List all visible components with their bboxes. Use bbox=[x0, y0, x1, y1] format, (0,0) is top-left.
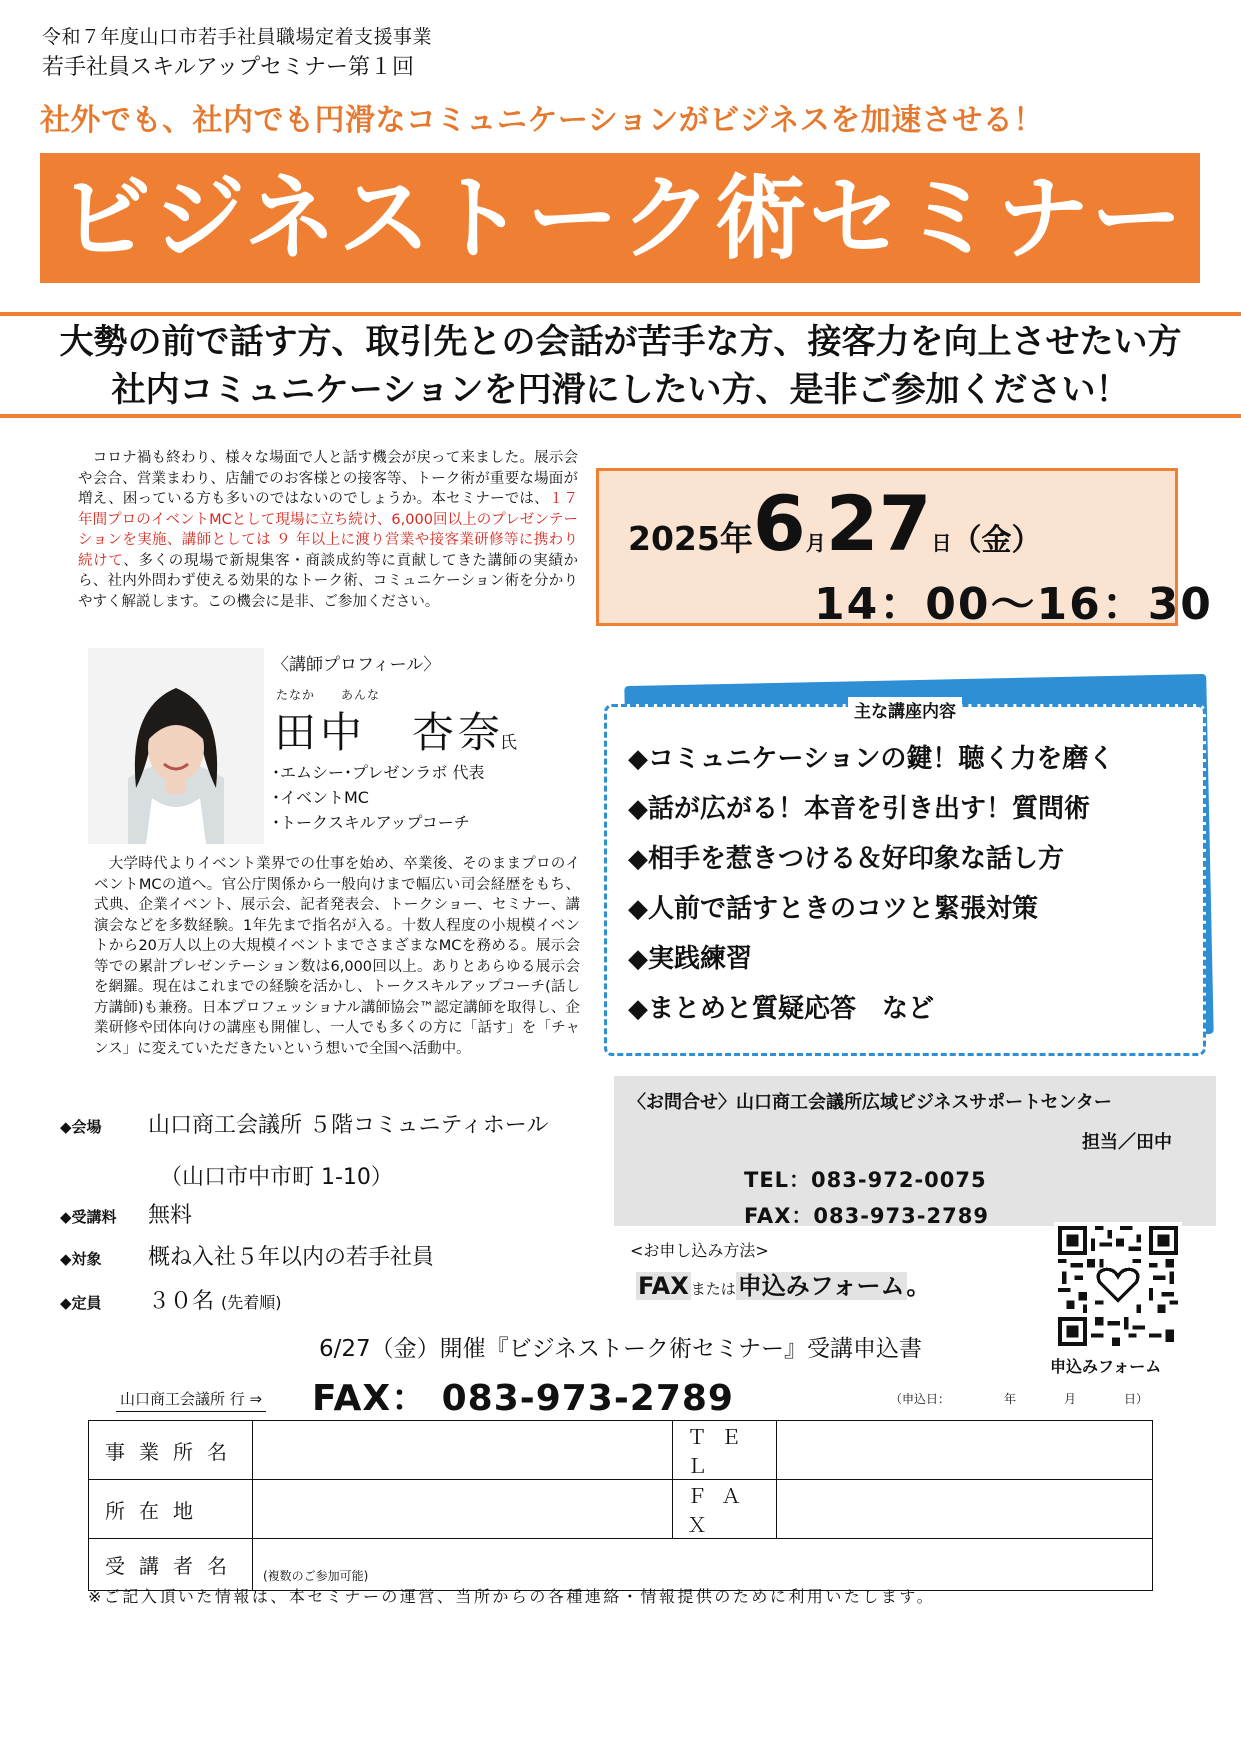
date-day-unit: 日 bbox=[931, 531, 952, 555]
speaker-photo bbox=[88, 648, 264, 844]
attendee-label: 受講者名 bbox=[89, 1539, 253, 1591]
speaker-bio: 大学時代よりイベント業界での仕事を始め、卒業後、そのままプロのイベントMCの道へ。官公庁関係から一般向けまで幅広い司会経歴をもち、式典、企業イベント、展示会、記者発表会、トークショー、セミナー、講演会などを多数経験。1年先まで指名が入る。十数人程度の小規模イベントから20万人以上の大規模イベントまでさまざまなMCを務める。展示会等での累計プレゼンテーション数は6,000回以上。ありとあらゆる展示会を網羅。現在はこれまでの経験を活かし、トークスキルアップコーチ(話し方講師)も兼務。日本プロフェッショナル講師協会™認定講師を取得し、企業研修や団体向けの講座も開催し、一人でも多くの方に「話す」を「チャンス」に変えていただきたいという想いで全国へ活動中。 bbox=[94, 856, 580, 1057]
tel-field[interactable] bbox=[777, 1421, 1153, 1480]
date-day: 27 bbox=[825, 479, 932, 568]
program-name: 令和７年度山口市若手社員職場定着支援事業 bbox=[42, 26, 433, 48]
speaker-role: ･エムシー･プレゼンラボ 代表 bbox=[272, 763, 485, 782]
target-row bbox=[60, 1240, 434, 1271]
speaker-honorific: 氏 bbox=[500, 733, 517, 753]
intro-text bbox=[78, 448, 578, 612]
address-field[interactable] bbox=[253, 1480, 673, 1539]
date-weekday: （金） bbox=[951, 523, 1042, 558]
event-time: 14：00～16：30 bbox=[814, 579, 1213, 630]
application-date: （申込日： 年 月 日） bbox=[890, 1392, 1149, 1406]
target-value: 概ね入社５年以内の若手社員 bbox=[148, 1245, 435, 1270]
privacy-note: ※ご記入頂いた情報は、本セミナーの運営、当所からの各種連絡・情報提供のために利用いたします。 bbox=[88, 1587, 936, 1606]
form-row-address bbox=[89, 1480, 1153, 1539]
intro-highlight: １７年間プロのイベントMCとして現場に立ち続け、6,000回以上のプレゼンテーションを実施、講師としては ９ 年以上に渡り営業や接客業研修等に携わり続けて bbox=[78, 491, 578, 569]
contact-tel[interactable]: TEL：083-972-0075 bbox=[744, 1168, 987, 1192]
fee-value: 無料 bbox=[148, 1203, 193, 1228]
speaker-role: ･イベントMC bbox=[272, 788, 369, 807]
course-item: ◆まとめと質疑応答 など bbox=[628, 994, 934, 1024]
address-label: 所在地 bbox=[89, 1480, 253, 1539]
target-line-1: 大勢の前で話す方、取引先との会話が苦手な方、接客力を向上させたい方 bbox=[59, 322, 1182, 362]
venue-address: （山口市中市町 1-10） bbox=[160, 1165, 393, 1190]
speaker-roles bbox=[272, 760, 484, 835]
intro-part-2: 、多くの現場で新規集客・商談成約等に貢献してきた講師の実績から、社内外問わず使える効果的なトーク術、コミュニケーション術を分かりやすく解説します。この機会に是非、ご参加ください。 bbox=[78, 552, 579, 610]
course-list bbox=[628, 734, 1114, 1034]
contact-organization: 〈お問合せ〉山口商工会議所広域ビジネスサポートセンター bbox=[628, 1092, 1112, 1113]
form-row-company bbox=[89, 1421, 1153, 1480]
apply-method bbox=[636, 1266, 931, 1301]
form-recipient: 山口商工会議所 行 ⇒ bbox=[116, 1388, 266, 1412]
apply-form: 申込みフォーム bbox=[737, 1272, 905, 1300]
company-label: 事業所名 bbox=[89, 1421, 253, 1480]
contact-person: 担当／田中 bbox=[1082, 1132, 1172, 1153]
speaker-role: ･トークスキルアップコーチ bbox=[272, 813, 470, 832]
course-item: ◆コミュニケーションの鍵！聴く力を磨く bbox=[628, 744, 1115, 774]
course-item: ◆相手を惹きつける＆好印象な話し方 bbox=[628, 844, 1064, 874]
series-name: 若手社員スキルアップセミナー第１回 bbox=[42, 55, 415, 80]
company-field[interactable] bbox=[253, 1421, 673, 1480]
date-year: 2025年 bbox=[628, 519, 753, 558]
fax-field[interactable] bbox=[777, 1480, 1153, 1539]
speaker-name-ruby: たなか あんな bbox=[276, 688, 381, 702]
application-form-table bbox=[88, 1420, 1153, 1591]
divider-bottom bbox=[0, 414, 1241, 418]
capacity-label: ◆定員 bbox=[60, 1294, 102, 1312]
qr-label: 申込みフォーム bbox=[1050, 1357, 1162, 1376]
course-item: ◆実践練習 bbox=[628, 944, 752, 974]
target-audience bbox=[0, 318, 1241, 414]
capacity-row bbox=[60, 1284, 282, 1315]
course-item: ◆人前で話すときのコツと緊張対策 bbox=[628, 894, 1038, 924]
apply-heading: <お申し込み方法> bbox=[630, 1241, 769, 1260]
attendee-note: (複数のご参加可能) bbox=[263, 1568, 369, 1583]
fee-row bbox=[60, 1198, 192, 1229]
attendee-field[interactable] bbox=[253, 1539, 1153, 1591]
form-title: 6/27（金）開催『ビジネストーク術セミナー』受講申込書 bbox=[319, 1336, 922, 1362]
venue-value: 山口商工会議所 ５階コミュニティホール bbox=[148, 1113, 549, 1138]
date-month-unit: 月 bbox=[805, 531, 826, 555]
fax-label: ＦＡＸ bbox=[673, 1480, 777, 1539]
form-row-attendee bbox=[89, 1539, 1153, 1591]
catch-copy: 社外でも、社内でも円滑なコミュニケーションがビジネスを加速させる！ bbox=[40, 103, 1044, 138]
speaker-name: 田中 杏奈 bbox=[274, 708, 505, 757]
apply-fax: FAX bbox=[638, 1272, 689, 1300]
target-label: ◆対象 bbox=[60, 1250, 102, 1268]
fee-label: ◆受講料 bbox=[60, 1208, 117, 1226]
course-item: ◆話が広がる！本音を引き出す！質問術 bbox=[628, 794, 1090, 824]
capacity-note: (先着順) bbox=[221, 1293, 282, 1312]
capacity-value: ３０名 bbox=[148, 1289, 215, 1314]
date-month: 6 bbox=[752, 479, 806, 568]
course-title: 主な講座内容 bbox=[848, 697, 962, 722]
event-date bbox=[628, 479, 1042, 568]
contact-fax: FAX：083-973-2789 bbox=[744, 1204, 989, 1228]
form-fax-number: FAX： 083-973-2789 bbox=[312, 1378, 734, 1419]
page-title: ビジネストーク術セミナー bbox=[59, 165, 1185, 272]
divider-top bbox=[0, 312, 1241, 316]
profile-heading: 〈講師プロフィール〉 bbox=[272, 655, 441, 675]
apply-end: 。 bbox=[906, 1272, 931, 1300]
target-line-2: 社内コミュニケーションを円滑にしたい方、是非ご参加ください！ bbox=[111, 370, 1130, 410]
apply-or: または bbox=[690, 1280, 736, 1298]
tel-label: ＴＥＬ bbox=[673, 1421, 777, 1480]
venue-row bbox=[60, 1108, 548, 1139]
intro-part-1: コロナ禍も終わり、様々な場面で人と話す機会が戻って来ました。展示会や会合、営業まわり、店舗でのお客様との接客等、トーク術が重要な場面が増え、困っている方も多いのではないのでしょうか。本セミナーでは、 bbox=[78, 450, 578, 507]
venue-label: ◆会場 bbox=[60, 1118, 102, 1136]
